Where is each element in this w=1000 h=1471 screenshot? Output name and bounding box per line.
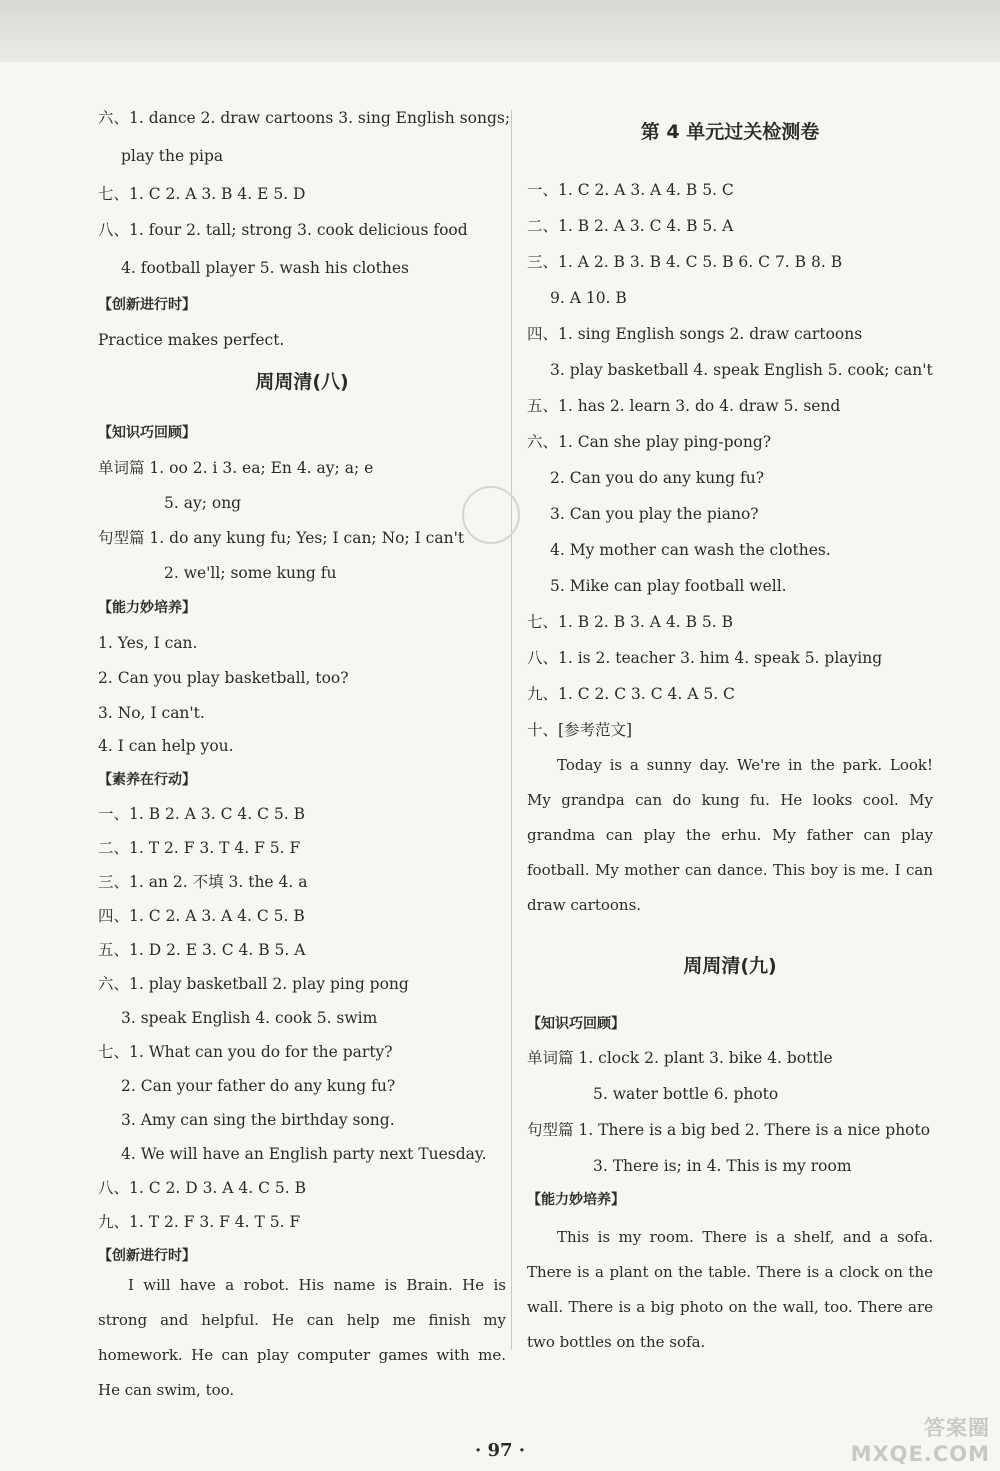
- answer-line: 3. Amy can sing the birthday song.: [121, 1111, 395, 1129]
- answer-line: 九、1. C 2. C 3. C 4. A 5. C: [527, 685, 735, 703]
- site-watermark: 答案圈 MXQE.COM: [850, 1416, 990, 1466]
- answer-line: 二、1. B 2. A 3. C 4. B 5. A: [527, 217, 734, 235]
- model-essay: I will have a robot. His name is Brain. He is strong and helpful. He can help me finish my homework. He can play computer games with me. He can swim, too.: [98, 1276, 506, 1399]
- answer-line: 三、1. an 2. 不填 3. the 4. a: [98, 873, 308, 891]
- answer-line: 六、1. dance 2. draw cartoons 3. sing English songs;: [98, 109, 511, 127]
- answer-line: 八、1. C 2. D 3. A 4. C 5. B: [98, 1179, 307, 1197]
- answer-line: 四、1. C 2. A 3. A 4. C 5. B: [98, 907, 305, 925]
- answer-line: 3. Can you play the piano?: [550, 505, 759, 523]
- model-essay: This is my room. There is a shelf, and a sofa. There is a plant on the table. There is a clock on the wall. There is a big photo on the wall, too. There are two bottles on the sofa.: [527, 1228, 933, 1351]
- section-heading: 周周清(八): [255, 371, 349, 393]
- answer-line: 2. Can your father do any kung fu?: [121, 1077, 396, 1095]
- answer-line: 五、1. has 2. learn 3. do 4. draw 5. send: [527, 397, 841, 415]
- section-label: 【创新进行时】: [98, 297, 196, 313]
- answer-line: Practice makes perfect.: [98, 331, 285, 349]
- answer-line: 三、1. A 2. B 3. B 4. C 5. B 6. C 7. B 8. B: [527, 253, 843, 271]
- section-heading: 第 4 单元过关检测卷: [640, 121, 820, 143]
- model-essay: Today is a sunny day. We're in the park. Look! My grandpa can do kung fu. He looks cool. My grandma can play the erhu. My father can play football. My mother can dance. This boy is me. I can draw cartoons.: [527, 756, 933, 914]
- answer-line: 九、1. T 2. F 3. F 4. T 5. F: [98, 1213, 301, 1231]
- answer-line: play the pipa: [121, 147, 224, 165]
- answer-line: 句型篇 1. There is a big bed 2. There is a nice photo: [527, 1121, 931, 1139]
- answer-line: 八、1. four 2. tall; strong 3. cook delicious food: [98, 221, 468, 239]
- answer-line: 4. We will have an English party next Tuesday.: [121, 1145, 487, 1163]
- answer-line: 八、1. is 2. teacher 3. him 4. speak 5. playing: [527, 649, 883, 667]
- answer-line: 七、1. B 2. B 3. A 4. B 5. B: [527, 613, 734, 631]
- answer-line: 4. football player 5. wash his clothes: [121, 259, 409, 277]
- column-divider: [511, 110, 512, 1350]
- answer-line: 七、1. C 2. A 3. B 4. E 5. D: [98, 185, 306, 203]
- answer-line: 单词篇 1. oo 2. i 3. ea; En 4. ay; a; e: [98, 459, 374, 477]
- answer-line: 四、1. sing English songs 2. draw cartoons: [527, 325, 863, 343]
- answer-line: 五、1. D 2. E 3. C 4. B 5. A: [98, 941, 306, 959]
- answer-line: 5. Mike can play football well.: [550, 577, 787, 595]
- answer-line: 3. There is; in 4. This is my room: [593, 1157, 852, 1175]
- scan-top-band: [0, 0, 1000, 62]
- answer-line: 4. I can help you.: [98, 737, 234, 755]
- section-label: 【知识巧回顾】: [527, 1016, 625, 1032]
- section-label: 【创新进行时】: [98, 1248, 196, 1264]
- section-label: 【能力妙培养】: [527, 1192, 625, 1208]
- answer-line: 3. speak English 4. cook 5. swim: [121, 1009, 378, 1027]
- answer-line: 5. water bottle 6. photo: [593, 1085, 779, 1103]
- answer-line: 六、1. Can she play ping-pong?: [527, 433, 772, 451]
- answer-line: 2. Can you play basketball, too?: [98, 669, 349, 687]
- answer-line: 2. we'll; some kung fu: [164, 564, 337, 582]
- answer-line: 4. My mother can wash the clothes.: [550, 541, 831, 559]
- answer-line: 3. play basketball 4. speak English 5. cook; can't: [550, 361, 933, 379]
- section-heading: 周周清(九): [683, 955, 777, 977]
- answer-line: 十、[参考范文]: [527, 721, 633, 739]
- answer-line: 六、1. play basketball 2. play ping pong: [98, 975, 409, 993]
- answer-line: 1. Yes, I can.: [98, 634, 198, 652]
- answer-line: 5. ay; ong: [164, 494, 242, 512]
- answer-line: 3. No, I can't.: [98, 704, 205, 722]
- section-label: 【素养在行动】: [98, 772, 196, 788]
- page-number: · 97 ·: [474, 1440, 526, 1461]
- answer-line: 单词篇 1. clock 2. plant 3. bike 4. bottle: [527, 1049, 833, 1067]
- answer-line: 二、1. T 2. F 3. T 4. F 5. F: [98, 839, 301, 857]
- answer-line: 一、1. B 2. A 3. C 4. C 5. B: [98, 805, 305, 823]
- section-label: 【知识巧回顾】: [98, 425, 196, 441]
- section-label: 【能力妙培养】: [98, 600, 196, 616]
- answer-line: 9. A 10. B: [550, 289, 627, 307]
- answer-line: 七、1. What can you do for the party?: [98, 1043, 393, 1061]
- answer-line: 句型篇 1. do any kung fu; Yes; I can; No; I can't: [98, 529, 465, 547]
- answer-line: 2. Can you do any kung fu?: [550, 469, 765, 487]
- answer-line: 一、1. C 2. A 3. A 4. B 5. C: [527, 181, 734, 199]
